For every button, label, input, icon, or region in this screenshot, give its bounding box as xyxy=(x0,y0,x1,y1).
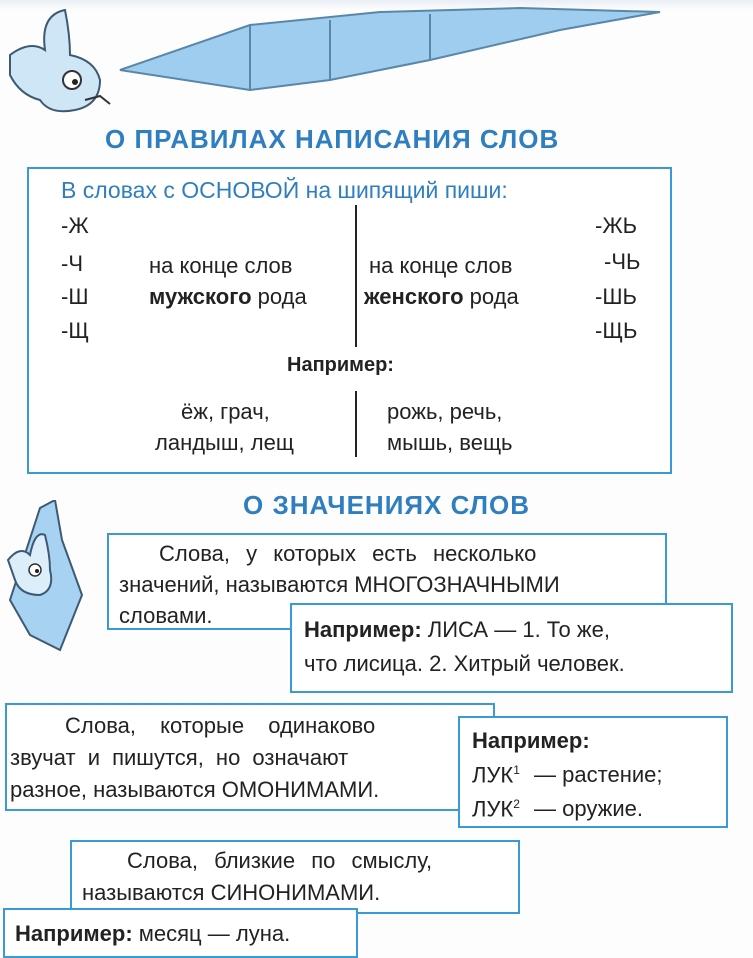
homonyms-line1: Слова, которые одинаково xyxy=(65,713,376,738)
polysemy-example-box xyxy=(290,603,733,693)
polysemy-line2: значений, называются МНОГОЗНАЧНЫМИ xyxy=(119,572,560,597)
homonyms-example-label: Например: xyxy=(472,728,590,753)
synonyms-example-text: месяц — луна. xyxy=(138,921,291,946)
rule-divider xyxy=(355,205,357,347)
section2-heading: О ЗНАЧЕНИЯХ СЛОВ xyxy=(243,490,531,520)
masculine-bold: мужского xyxy=(149,284,252,309)
ending-right-4: -ЩЬ xyxy=(595,318,638,343)
polysemy-line3: словами. xyxy=(119,603,213,628)
ending-right-3: -ШЬ xyxy=(595,284,637,309)
masculine-rest: рода xyxy=(257,284,307,309)
example-right-2: мышь, вещь xyxy=(387,430,513,455)
synonyms-box xyxy=(70,840,520,914)
example-right-1: рожь, речь, xyxy=(387,399,503,424)
homonyms-line2: звучат и пишутся, но означают xyxy=(10,745,349,770)
synonyms-line2: называются СИНОНИМАМИ. xyxy=(82,880,381,905)
synonyms-example-box xyxy=(3,908,358,958)
polysemy-example-line1: ЛИСА — 1. То же, xyxy=(427,617,610,642)
homonyms-example-line2: ЛУК$^2$ — оружие. xyxy=(472,796,643,822)
ending-left-3: -Ш xyxy=(61,284,89,309)
homonyms-line3: разное, называются ОМОНИМАМИ. xyxy=(10,777,380,802)
ending-left-1: -Ж xyxy=(61,213,89,238)
ending-right-1: -ЖЬ xyxy=(595,213,638,238)
small-bat-illustration xyxy=(0,500,100,660)
ending-left-2: -Ч xyxy=(61,251,83,276)
feminine-rest: рода xyxy=(469,284,519,309)
ending-right-2: -ЧЬ xyxy=(604,249,641,274)
homonyms-example-line1: ЛУК$^1$ — растение; xyxy=(472,762,663,788)
feminine-bold: женского xyxy=(364,284,464,309)
synonyms-example-label: Например: xyxy=(15,921,133,946)
polysemy-example-label: Например: xyxy=(304,617,422,642)
example-left-1: ёж, грач, xyxy=(181,399,270,424)
masculine-line1: на конце слов xyxy=(149,253,293,278)
ending-left-4: -Щ xyxy=(61,318,89,343)
masculine-line2 xyxy=(149,286,307,308)
synonyms-line1: Слова, близкие по смыслу, xyxy=(127,848,433,873)
example-divider xyxy=(355,391,357,457)
example-left-2: ландыш, лещ xyxy=(155,430,294,455)
polysemy-line1: Слова, у которых есть несколько xyxy=(159,541,537,566)
rule-intro: В словах с ОСНОВОЙ на шипящий пиши: xyxy=(61,177,508,203)
rule-example-label: Например: xyxy=(287,354,394,376)
polysemy-example-line2: что лисица. 2. Хитрый человек. xyxy=(304,651,625,676)
homonyms-example-box xyxy=(458,716,728,828)
feminine-line2 xyxy=(364,286,519,308)
bat-illustration xyxy=(0,0,753,120)
feminine-line1: на конце слов xyxy=(369,253,513,278)
spelling-rule-box xyxy=(27,167,672,474)
section1-heading: О ПРАВИЛАХ НАПИСАНИЯ СЛОВ xyxy=(105,124,560,154)
homonyms-box xyxy=(5,703,495,811)
